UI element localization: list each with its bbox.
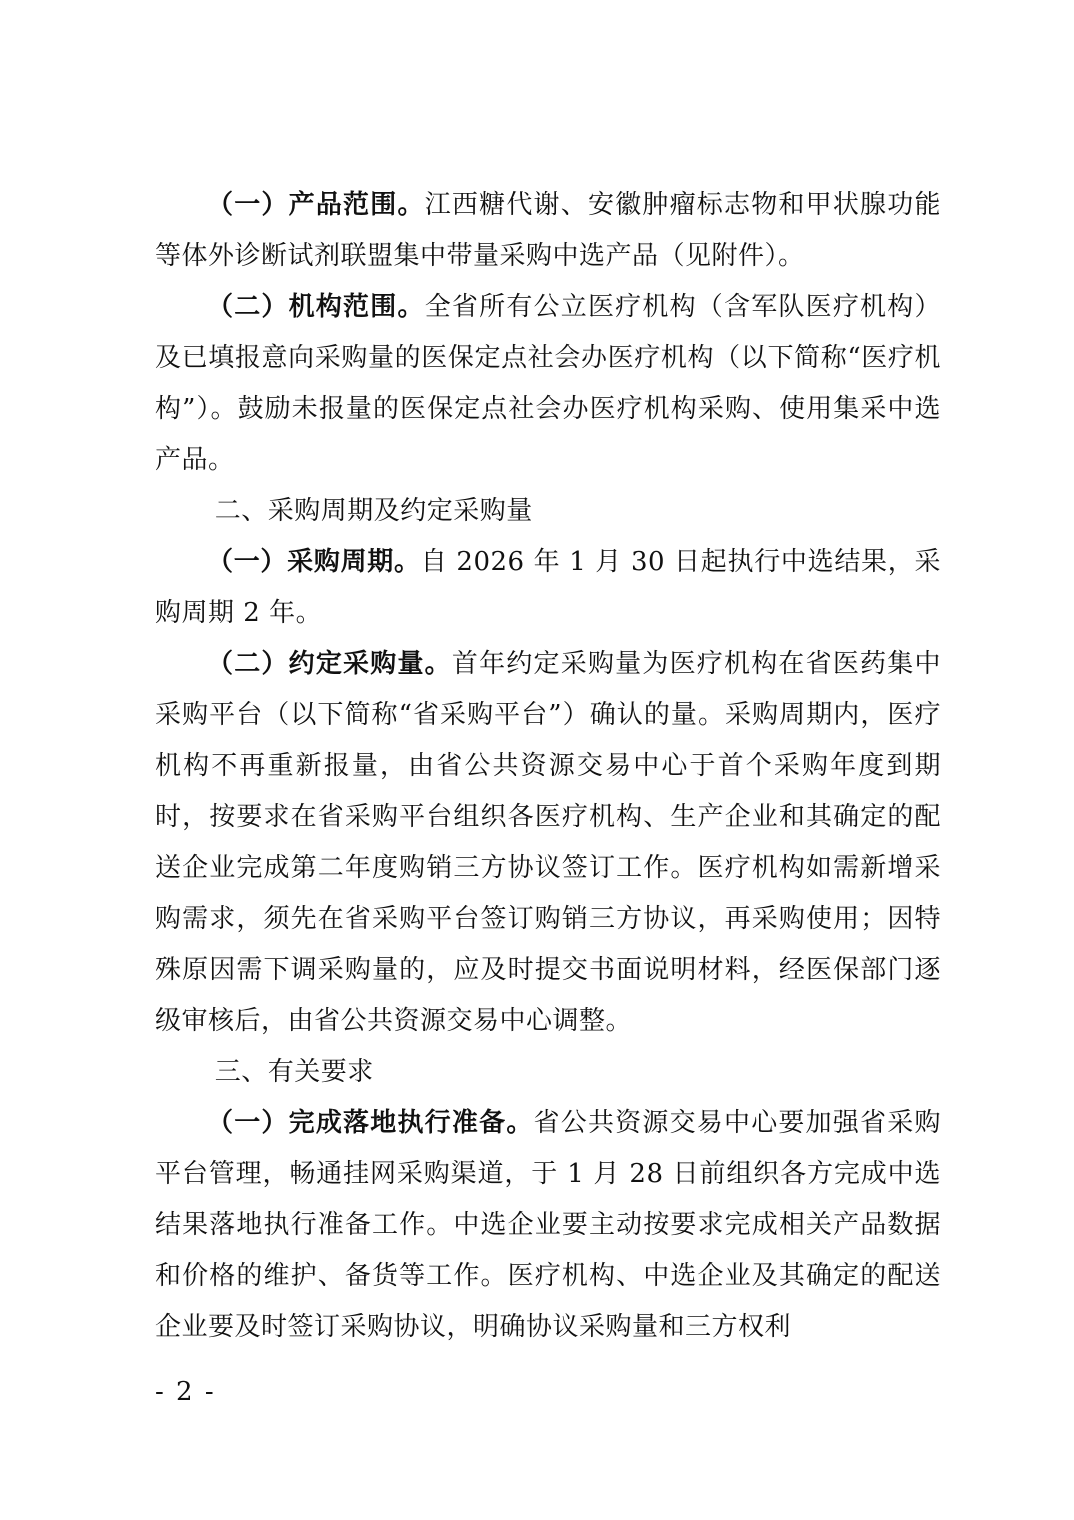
section-heading-3: 三、有关要求: [214, 1057, 374, 1087]
paragraph-implementation-prep: [155, 1098, 941, 1353]
paragraph-agreed-volume: [155, 639, 941, 1047]
paragraph-lead: （一）产品范围。: [207, 190, 425, 220]
paragraph-procurement-period: [155, 537, 941, 639]
section-heading-2: 二、采购周期及约定采购量: [214, 496, 533, 526]
paragraph-lead: （二）约定采购量。: [207, 649, 452, 679]
paragraph-text: 省公共资源交易中心要加强省采购平台管理，畅通挂网采购渠道，于 1 月 28 日前组织各方完成中选结果落地执行准备工作。中选企业要主动按要求完成相关产品数据和价格的维护、备货等工作。医疗机构、中选企业及其确定的配送企业要及时签订采购协议，明确协议采购量和三方权利: [155, 1108, 941, 1342]
paragraph-text: 江西糖代谢、安徽肿瘤标志物和甲状腺功能等体外诊断试剂联盟集中带量采购中选产品（见附件）。: [155, 190, 941, 271]
document-body: [155, 180, 941, 1353]
paragraph-text: 全省所有公立医疗机构（含军队医疗机构）及已填报意向采购量的医保定点社会办医疗机构（以下简称“医疗机构”）。鼓励未报量的医保定点社会办医疗机构采购、使用集采中选产品。: [155, 292, 941, 475]
paragraph-text: 自 2026 年 1 月 30 日起执行中选结果，采购周期 2 年。: [155, 547, 941, 628]
paragraph-lead: （二）机构范围。: [207, 292, 425, 322]
paragraph-lead: （一）完成落地执行准备。: [207, 1108, 534, 1138]
paragraph-product-scope: [155, 180, 941, 282]
paragraph-text: 首年约定采购量为医疗机构在省医药集中采购平台（以下简称“省采购平台”）确认的量。采购周期内，医疗机构不再重新报量，由省公共资源交易中心于首个采购年度到期时，按要求在省采购平台组织各医疗机构、生产企业和其确定的配送企业完成第二年度购销三方协议签订工作。医疗机构如需新增采购需求，须先在省采购平台签订购销三方协议，再采购使用；因特殊原因需下调采购量的，应及时提交书面说明材料，经医保部门逐级审核后，由省公共资源交易中心调整。: [155, 649, 941, 1036]
paragraph-lead: （一）采购周期。: [207, 547, 421, 577]
paragraph-institution-scope: [155, 282, 941, 486]
page-number: - 2 -: [155, 1377, 216, 1407]
